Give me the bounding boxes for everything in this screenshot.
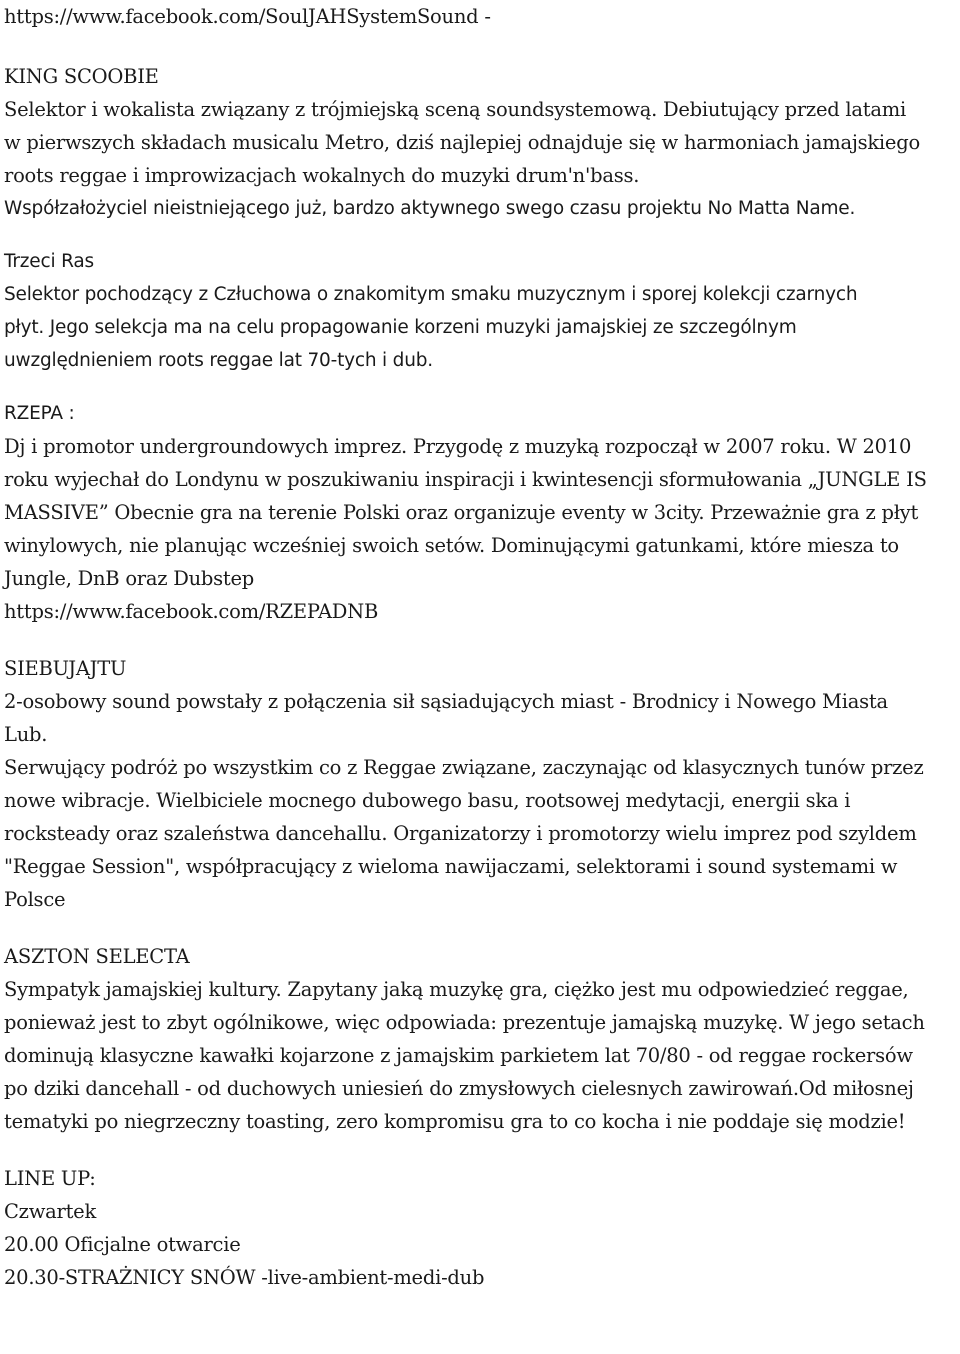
facebook-link-souljah[interactable]: https://www.facebook.com/SoulJAHSystemSound -: [4, 5, 491, 28]
section-rzepa: [4, 397, 958, 628]
lineup-day: Czwartek: [4, 1200, 97, 1223]
section-siebujajtu: [4, 652, 958, 916]
paragraph-line: Lub.: [4, 723, 48, 746]
paragraph-line: po dziki dancehall - od duchowych uniesień do zmysłowych cielesnych zawirowań.Od miłosnej: [4, 1077, 914, 1100]
paragraph-line: Jungle, DnB oraz Dubstep: [4, 567, 255, 590]
section-trzeci-ras: [4, 245, 958, 377]
spacer: [4, 916, 958, 940]
spacer: [4, 377, 958, 397]
section-line-up: [4, 1162, 958, 1294]
paragraph-line: uwzględnieniem roots reggae lat 70-tych i dub.: [4, 350, 433, 371]
spacer: [4, 33, 958, 60]
paragraph-line: rocksteady oraz szaleństwa dancehallu. Organizatorzy i promotorzy wielu imprez pod szyldem: [4, 822, 917, 845]
paragraph-line: roots reggae i improwizacjach wokalnych do muzyki drum'n'bass.: [4, 164, 640, 187]
paragraph-line: tematyki po niegrzeczny toasting, zero kompromisu gra to co kocha i nie poddaje się modzie!: [4, 1110, 906, 1133]
paragraph-line: Polsce: [4, 888, 66, 911]
paragraph-line: Selektor pochodzący z Człuchowa o znakomitym smaku muzycznym i sporej kolekcji czarnych: [4, 284, 858, 305]
section-heading: ASZTON SELECTA: [4, 945, 190, 968]
facebook-link-rzepa[interactable]: https://www.facebook.com/RZEPADNB: [4, 600, 379, 623]
paragraph-line: "Reggae Session", współpracujący z wieloma nawijaczami, selektorami i sound systemami w: [4, 855, 898, 878]
section-heading: Trzeci Ras: [4, 251, 94, 272]
paragraph-line: 2-osobowy sound powstały z połączenia sił sąsiadujących miast - Brodnicy i Nowego Miasta: [4, 690, 888, 713]
paragraph-line: w pierwszych składach musicalu Metro, dziś najlepiej odnajduje się w harmoniach jamajskiego: [4, 131, 920, 154]
spacer: [4, 1138, 958, 1162]
paragraph-line: MASSIVE” Obecnie gra na terenie Polski oraz organizuje eventy w 3city. Przeważnie gra z płyt: [4, 501, 919, 524]
paragraph-line: ponieważ jest to zbyt ogólnikowe, więc odpowiada: prezentuje jamajską muzykę. W jego setach: [4, 1011, 925, 1034]
spacer: [4, 628, 958, 652]
section-aszton-selecta: [4, 940, 958, 1138]
section-heading: LINE UP:: [4, 1167, 96, 1190]
paragraph-line: Współzałożyciel nieistniejącego już, bardzo aktywnego swego czasu projektu No Matta Name.: [4, 198, 856, 219]
paragraph-line: nowe wibracje. Wielbiciele mocnego dubowego basu, rootsowej medytacji, energii ska i: [4, 789, 851, 812]
section-king-scoobie: [4, 60, 958, 225]
lineup-item: 20.00 Oficjalne otwarcie: [4, 1233, 241, 1256]
paragraph-line: winylowych, nie planując wcześniej swoich setów. Dominującymi gatunkami, które miesza to: [4, 534, 899, 557]
paragraph-line: Sympatyk jamajskiej kultury. Zapytany jaką muzykę gra, ciężko jest mu odpowiedzieć reggae,: [4, 978, 909, 1001]
paragraph-line: Selektor i wokalista związany z trójmiejską sceną soundsystemową. Debiutujący przed latami: [4, 98, 906, 121]
section-heading: RZEPA :: [4, 403, 75, 424]
paragraph-line: dominują klasyczne kawałki kojarzone z jamajskim parkietem lat 70/80 - od reggae rockersów: [4, 1044, 913, 1067]
paragraph-line: Serwujący podróż po wszystkim co z Reggae związane, zaczynając od klasycznych tunów przez: [4, 756, 924, 779]
lineup-item: 20.30-STRAŻNICY SNÓW -live-ambient-medi-dub: [4, 1266, 485, 1289]
paragraph-line: płyt. Jego selekcja ma na celu propagowanie korzeni muzyki jamajskiej ze szczególnym: [4, 317, 797, 338]
spacer: [4, 225, 958, 245]
document-page: [4, 0, 958, 1294]
paragraph-line: Dj i promotor undergroundowych imprez. Przygodę z muzyką rozpoczął w 2007 roku. W 2010: [4, 435, 912, 458]
paragraph-line: roku wyjechał do Londynu w poszukiwaniu inspiracji i kwintesencji sformułowania „JUNGLE IS: [4, 468, 927, 491]
section-heading: KING SCOOBIE: [4, 65, 159, 88]
section-heading: SIEBUJAJTU: [4, 657, 127, 680]
